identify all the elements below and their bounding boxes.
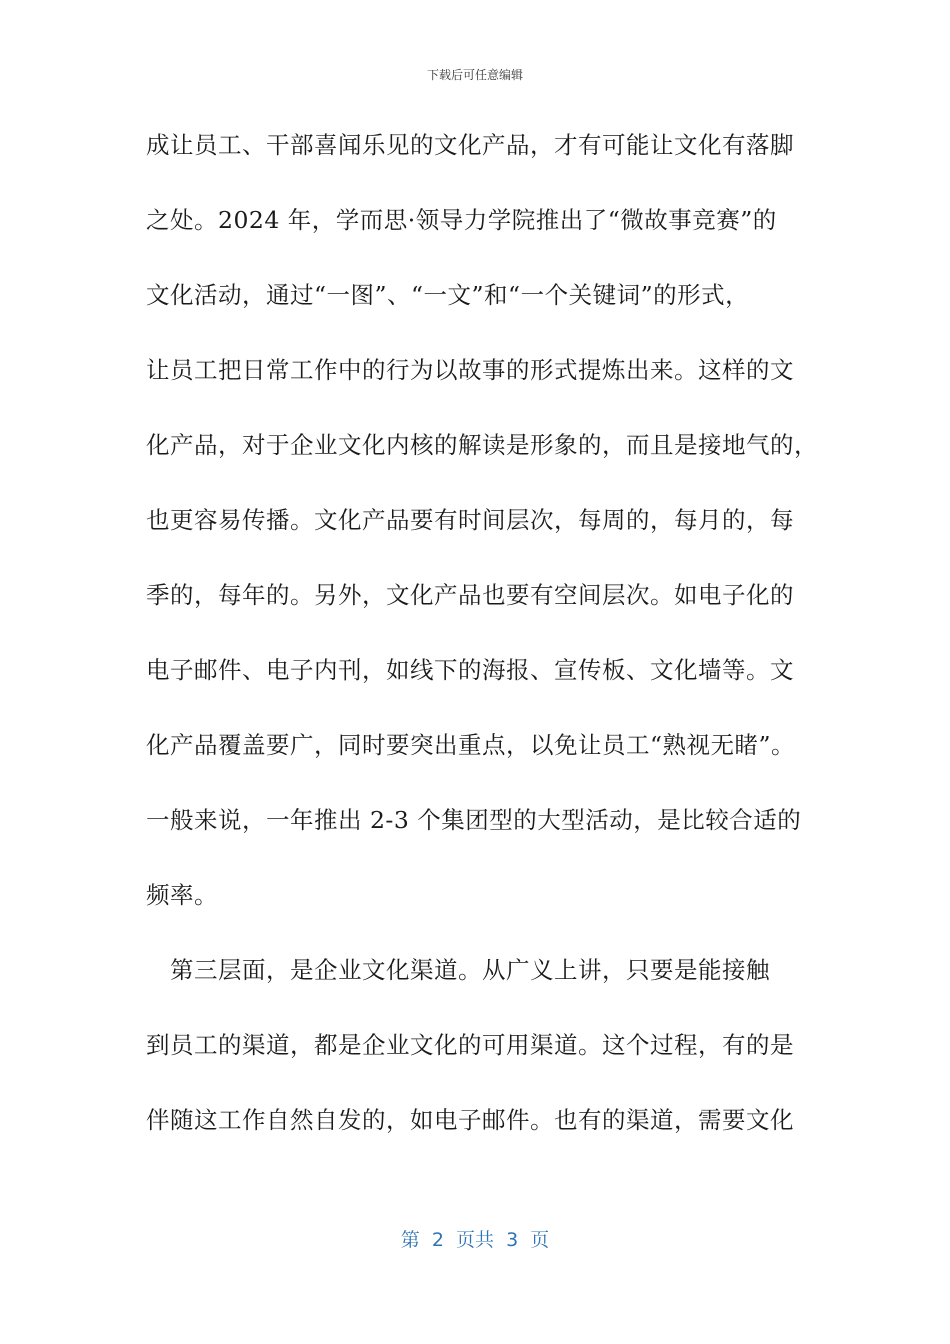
body-text-line: 季的，每年的。另外，文化产品也要有空间层次。如电子化的 (146, 581, 794, 609)
body-text-line: 化产品覆盖要广，同时要突出重点，以免让员工“熟视无睹”。 (146, 731, 796, 759)
body-text-line: 成让员工、干部喜闻乐见的文化产品，才有可能让文化有落脚 (146, 131, 794, 159)
body-text-line: 文化活动，通过“一图”、“一文”和“一个关键词”的形式， (146, 281, 750, 309)
header-note: 下载后可任意编辑 (426, 68, 523, 82)
body-text-line: 一般来说，一年推出 2-3 个集团型的大型活动，是比较合适的 (146, 806, 802, 834)
page-number-footer: 第 2 页共 3 页 (400, 1229, 550, 1251)
body-text-line: 频率。 (146, 881, 218, 909)
body-text-line: 电子邮件、电子内刊，如线下的海报、宣传板、文化墙等。文 (146, 656, 794, 684)
body-text-line: 到员工的渠道，都是企业文化的可用渠道。这个过程，有的是 (146, 1031, 794, 1059)
body-text-line: 化产品，对于企业文化内核的解读是形象的，而且是接地气的， (146, 431, 818, 459)
paragraph-start-line: 第三层面，是企业文化渠道。从广义上讲，只要是能接触 (146, 956, 770, 984)
body-text-line: 之处。2024 年，学而思·领导力学院推出了“微故事竞赛”的 (146, 206, 777, 234)
body-text-line: 也更容易传播。文化产品要有时间层次，每周的，每月的，每 (146, 506, 794, 534)
body-text-line: 伴随这工作自然自发的，如电子邮件。也有的渠道，需要文化 (146, 1106, 794, 1134)
body-text-line: 让员工把日常工作中的行为以故事的形式提炼出来。这样的文 (146, 356, 794, 384)
